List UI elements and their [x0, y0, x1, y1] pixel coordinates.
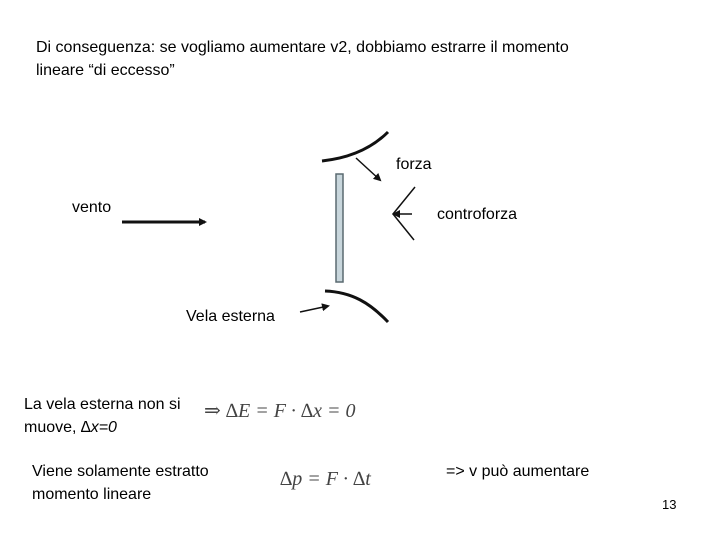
- forza-arrow: [356, 158, 380, 180]
- vela-note: [24, 370, 181, 439]
- implies-symbol: ⇒: [204, 400, 221, 422]
- momentum-rhs: = F · ∆t: [307, 468, 371, 490]
- page-number: 13: [662, 497, 677, 512]
- conclusion-text: => v può aumentare: [446, 463, 590, 480]
- delta-x-zero: ∆x=0: [80, 419, 117, 436]
- momento-note: Viene solamente estratto momento lineare: [32, 463, 209, 503]
- energy-rhs: = F · ∆x = 0: [255, 400, 356, 422]
- momentum-lhs: ∆p: [280, 468, 303, 490]
- controforza-label: controforza: [437, 206, 518, 223]
- vela-note-text: La vela esterna non si muove,: [24, 396, 181, 436]
- slide-heading: Di conseguenza: se vogliamo aumentare v2, dobbiamo estrarre il momento lineare “di eccesso”: [36, 39, 569, 79]
- energy-equation: [204, 398, 356, 423]
- vela-esterna-label: Vela esterna: [186, 308, 275, 325]
- vertical-sail: [336, 174, 343, 282]
- lower-curved-sail: [325, 291, 388, 322]
- upper-curved-sail: [322, 132, 388, 161]
- vento-label: vento: [72, 199, 112, 216]
- vela-esterna-arrow: [300, 306, 328, 312]
- energy-lhs: ∆E: [225, 400, 251, 422]
- forza-label: forza: [396, 156, 432, 173]
- momentum-equation: [280, 468, 371, 491]
